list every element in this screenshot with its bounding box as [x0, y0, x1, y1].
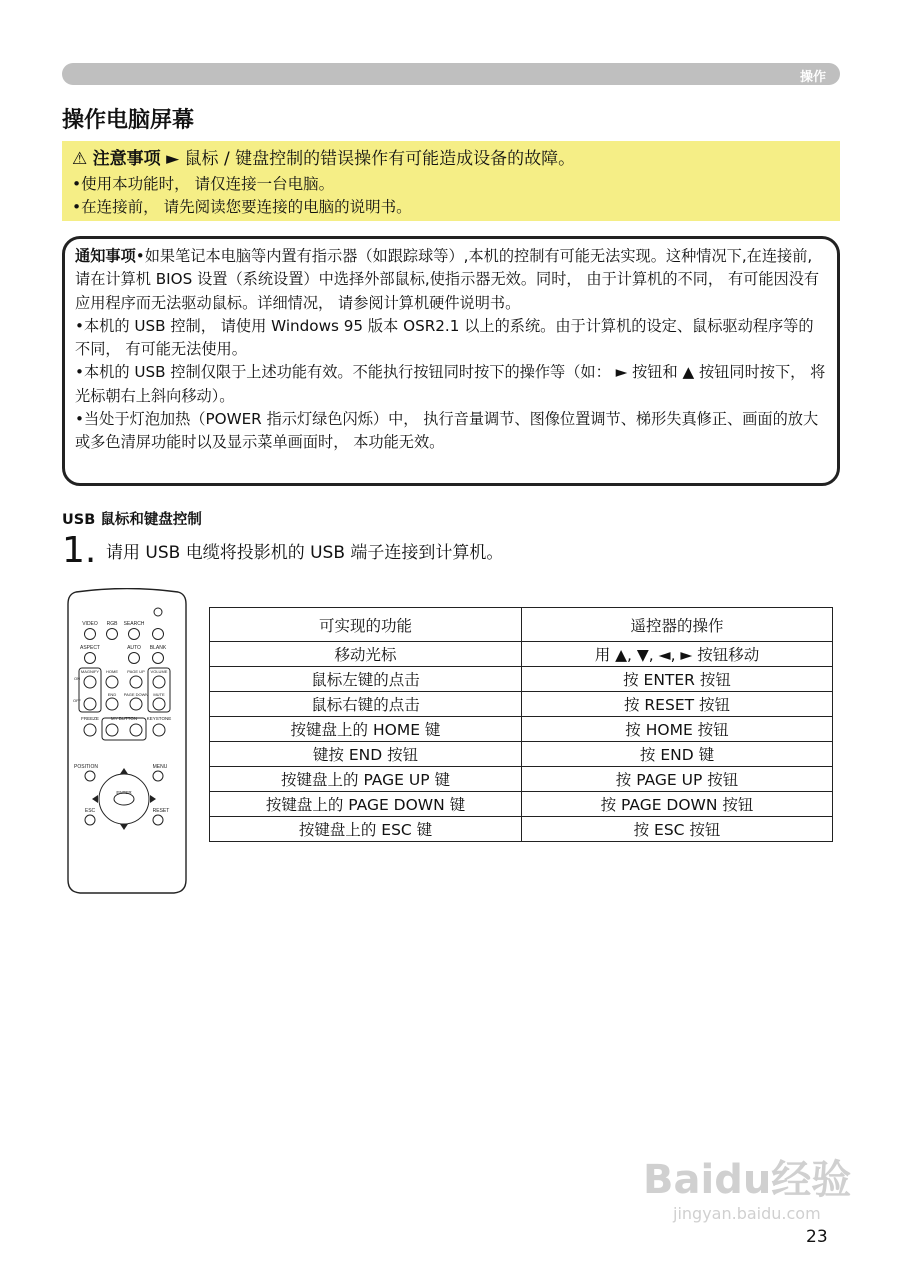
table-row [210, 692, 833, 717]
caution-bullet: •使用本功能时， 请仅连接一台电脑。 [72, 174, 335, 193]
table-cell: 按 END 键 [522, 742, 833, 767]
power-icon [154, 608, 162, 616]
table-cell: 按 PAGE DOWN 按钮 [522, 792, 833, 817]
table-row [210, 717, 833, 742]
table-row [210, 817, 833, 842]
table-cell: 移动光标 [210, 642, 522, 667]
operations-table [209, 607, 833, 842]
caution-box [62, 141, 840, 221]
table-header-row [210, 608, 833, 642]
notice-bullet: •当处于灯泡加热（POWER 指示灯绿色闪烁）中， 执行音量调节、图像位置调节、梯形失真修正、画面的放大或多色清屏功能时以及显示菜单画面时， 本功能无效。 [75, 409, 819, 451]
table-row [210, 742, 833, 767]
remote-label: VIDEO [82, 621, 98, 627]
remote-label: KEYSTONE [146, 716, 172, 721]
remote-label: SEARCH [123, 621, 145, 627]
remote-label: ON [74, 676, 80, 681]
table-cell: 按键盘上的 PAGE DOWN 键 [210, 792, 522, 817]
table-cell: 按 ENTER 按钮 [522, 667, 833, 692]
table-cell: 按键盘上的 ESC 键 [210, 817, 522, 842]
page-title: 操作电脑屏幕 [62, 108, 195, 133]
remote-label: RESET [152, 808, 170, 814]
remote-label: PAGE DOWN [123, 692, 149, 697]
remote-label: MY BUTTON [110, 716, 138, 721]
table-cell: 鼠标右键的点击 [210, 692, 522, 717]
watermark-url: jingyan.baidu.com [673, 1204, 821, 1223]
remote-label: RGB [106, 621, 118, 627]
table-header: 遥控器的操作 [522, 608, 833, 642]
remote-label: ENTER [116, 790, 132, 795]
table-cell: 按 ESC 按钮 [522, 817, 833, 842]
remote-label: POSITION [74, 764, 98, 770]
notice-box [62, 236, 840, 486]
table-cell: 键按 END 按钮 [210, 742, 522, 767]
table-row [210, 767, 833, 792]
table-row [210, 667, 833, 692]
remote-label: ESC [84, 808, 96, 814]
page-number: 23 [806, 1227, 828, 1247]
table-cell: 按 RESET 按钮 [522, 692, 833, 717]
remote-label: MAGNIFY [80, 669, 100, 674]
remote-label: OFF [73, 698, 81, 703]
remote-label: AUTO [127, 645, 141, 651]
warning-triangle-icon: ⚠ [72, 149, 88, 169]
remote-label: FREEZE [81, 716, 99, 721]
notice-paragraph: •如果笔记本电脑等内置有指示器（如跟踪球等）,本机的控制有可能无法实现。这种情况下,在连接前,请在计算机 BIOS 设置（系统设置）中选择外部鼠标,使指示器无效。同时， 由于计算机的不同， 有可能因没有应用程序而无法驱动鼠标。详细情况， 请参阅计算机硬件说明书。 [75, 247, 820, 312]
notice-bullet: •本机的 USB 控制， 请使用 Windows 95 版本 OSR2.1 以上的系统。由于计算机的设定、鼠标驱动程序等的不同， 有可能无法使用。 [75, 316, 814, 358]
table-row [210, 792, 833, 817]
remote-label: MUTE [153, 692, 165, 697]
remote-label: HOME [106, 669, 118, 674]
table-row [210, 642, 833, 667]
caution-bullet: •在连接前， 请先阅读您要连接的电脑的说明书。 [72, 197, 412, 216]
section-heading: USB 鼠标和键盘控制 [62, 512, 202, 528]
table-cell: 按键盘上的 PAGE UP 键 [210, 767, 522, 792]
caution-label: 注意事项 [92, 149, 161, 169]
table-cell: 按 HOME 按钮 [522, 717, 833, 742]
watermark-logo: Baidu经验 [643, 1157, 852, 1203]
remote-label: END [107, 692, 117, 697]
table-header: 可实现的功能 [210, 608, 522, 642]
notice-label: 通知事项 [75, 247, 136, 265]
table-cell: 鼠标左键的点击 [210, 667, 522, 692]
header-bar [62, 63, 840, 85]
caution-arrow: ► [166, 149, 180, 169]
table-cell: 用 ▲, ▼, ◄, ► 按钮移动 [522, 642, 833, 667]
table-cell: 按 PAGE UP 按钮 [522, 767, 833, 792]
remote-control-illustration [62, 588, 192, 896]
remote-label: MENU [152, 764, 168, 770]
caution-headline: 鼠标 / 键盘控制的错误操作有可能造成设备的故障。 [184, 149, 576, 169]
remote-label: PAGE UP [127, 669, 145, 674]
remote-label: BLANK [149, 645, 167, 651]
notice-bullet: •本机的 USB 控制仅限于上述功能有效。不能执行按钮同时按下的操作等（如： ► 按钮和 ▲ 按钮同时按下， 将光标朝右上斜向移动）。 [75, 363, 826, 405]
step-text: 请用 USB 电缆将投影机的 USB 端子连接到计算机。 [106, 543, 504, 563]
remote-label: VOLUME [150, 669, 168, 674]
step-number: 1. [62, 530, 97, 571]
remote-label: ASPECT [79, 645, 101, 651]
table-cell: 按键盘上的 HOME 键 [210, 717, 522, 742]
section-label: 操作 [799, 70, 826, 85]
